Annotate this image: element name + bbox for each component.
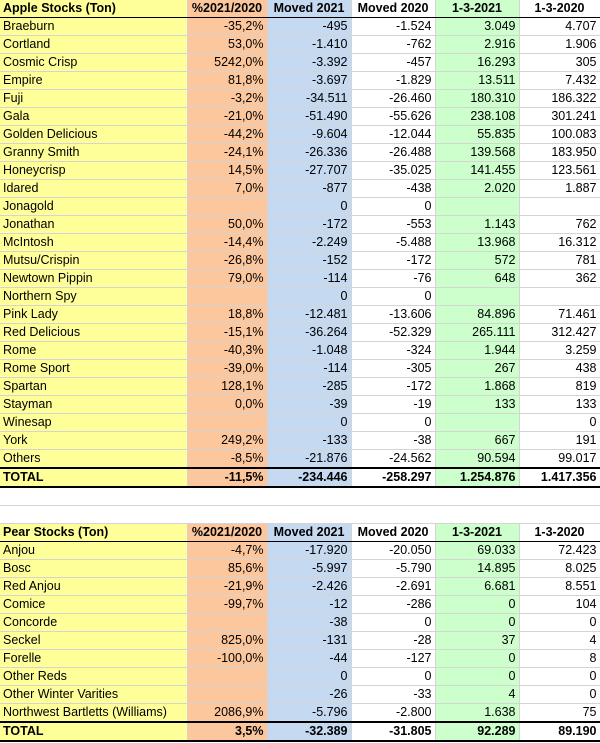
table-row: [0, 18, 600, 36]
moved-2021-cell[interactable]: -3.697: [267, 72, 351, 90]
stock-2021-cell[interactable]: 1-3-2021: [435, 0, 519, 18]
moved-2020-cell[interactable]: -20.050: [351, 542, 435, 560]
pct-change-cell[interactable]: 5242,0%: [187, 54, 267, 72]
moved-2021-cell[interactable]: -36.264: [267, 324, 351, 342]
moved-2020-cell[interactable]: -2.800: [351, 704, 435, 723]
variety-cell[interactable]: Apple Stocks (Ton): [0, 0, 187, 18]
stock-2021-cell[interactable]: [435, 288, 519, 306]
stock-2020-cell[interactable]: 1-3-2020: [519, 524, 600, 542]
moved-2021-cell[interactable]: -26: [267, 686, 351, 704]
table-row: [0, 108, 600, 126]
stock-2021-cell[interactable]: 1-3-2021: [435, 524, 519, 542]
stock-2020-cell[interactable]: 99.017: [519, 450, 600, 469]
moved-2021-cell[interactable]: -234.446: [267, 468, 351, 487]
stock-2020-cell[interactable]: 75: [519, 704, 600, 723]
stock-2020-cell[interactable]: 71.461: [519, 306, 600, 324]
stock-2020-cell[interactable]: 305: [519, 54, 600, 72]
stock-2020-cell[interactable]: 100.083: [519, 126, 600, 144]
stock-2020-cell[interactable]: 191: [519, 432, 600, 450]
moved-2021-cell[interactable]: -172: [267, 216, 351, 234]
pct-change-cell[interactable]: 2086,9%: [187, 704, 267, 723]
stock-2021-cell[interactable]: 1.254.876: [435, 468, 519, 487]
pct-change-cell[interactable]: -99,7%: [187, 596, 267, 614]
moved-2020-cell[interactable]: -5.488: [351, 234, 435, 252]
pct-change-cell[interactable]: %2021/2020: [187, 0, 267, 18]
stock-2021-cell[interactable]: [435, 198, 519, 216]
stock-2021-cell[interactable]: 37: [435, 632, 519, 650]
moved-2020-cell[interactable]: -258.297: [351, 468, 435, 487]
pct-change-cell[interactable]: -11,5%: [187, 468, 267, 487]
table-row: [0, 614, 600, 632]
moved-2020-cell[interactable]: -127: [351, 650, 435, 668]
stock-2020-cell[interactable]: 8.025: [519, 560, 600, 578]
stock-2021-cell[interactable]: 3.049: [435, 18, 519, 36]
moved-2021-cell[interactable]: -5.796: [267, 704, 351, 723]
moved-2021-cell[interactable]: -3.392: [267, 54, 351, 72]
table-row: [0, 360, 600, 378]
variety-cell[interactable]: Rome Sport: [0, 360, 187, 378]
stock-2020-cell[interactable]: 0: [519, 668, 600, 686]
moved-2020-cell[interactable]: 0: [351, 198, 435, 216]
moved-2021-cell[interactable]: -131: [267, 632, 351, 650]
stock-2020-cell[interactable]: [519, 198, 600, 216]
moved-2021-cell[interactable]: Moved 2021: [267, 0, 351, 18]
moved-2020-cell[interactable]: -13.606: [351, 306, 435, 324]
variety-cell[interactable]: Jonagold: [0, 198, 187, 216]
table-row: [0, 432, 600, 450]
variety-cell[interactable]: Cortland: [0, 36, 187, 54]
moved-2020-cell[interactable]: -172: [351, 252, 435, 270]
moved-2021-cell[interactable]: 0: [267, 288, 351, 306]
stock-2020-cell[interactable]: 0: [519, 414, 600, 432]
variety-cell[interactable]: Red Anjou: [0, 578, 187, 596]
moved-2020-cell[interactable]: -38: [351, 432, 435, 450]
stock-2021-cell[interactable]: 4: [435, 686, 519, 704]
moved-2021-cell[interactable]: -2.249: [267, 234, 351, 252]
pct-change-cell[interactable]: 14,5%: [187, 162, 267, 180]
table-row: [0, 270, 600, 288]
variety-cell[interactable]: Empire: [0, 72, 187, 90]
table-row: [0, 180, 600, 198]
variety-cell[interactable]: Cosmic Crisp: [0, 54, 187, 72]
variety-cell[interactable]: Forelle: [0, 650, 187, 668]
moved-2021-cell[interactable]: -152: [267, 252, 351, 270]
variety-cell[interactable]: Jonathan: [0, 216, 187, 234]
stock-2020-cell[interactable]: 0: [519, 614, 600, 632]
moved-2021-cell[interactable]: -877: [267, 180, 351, 198]
stock-2020-cell[interactable]: [519, 288, 600, 306]
section-gap: [0, 487, 600, 524]
stock-2020-cell[interactable]: 123.561: [519, 162, 600, 180]
variety-cell[interactable]: Pear Stocks (Ton): [0, 524, 187, 542]
total-row: [0, 722, 600, 741]
moved-2021-cell[interactable]: -17.920: [267, 542, 351, 560]
pct-change-cell[interactable]: 128,1%: [187, 378, 267, 396]
moved-2021-cell[interactable]: -21.876: [267, 450, 351, 469]
pct-change-cell[interactable]: 53,0%: [187, 36, 267, 54]
table-row: [0, 162, 600, 180]
moved-2020-cell[interactable]: 0: [351, 614, 435, 632]
pct-change-cell[interactable]: [187, 288, 267, 306]
pct-change-cell[interactable]: -44,2%: [187, 126, 267, 144]
table-row: [0, 632, 600, 650]
moved-2021-cell[interactable]: Moved 2021: [267, 524, 351, 542]
moved-2021-cell[interactable]: -39: [267, 396, 351, 414]
pear-stocks-section: [0, 524, 600, 742]
stock-2020-cell[interactable]: 1-3-2020: [519, 0, 600, 18]
moved-2021-cell[interactable]: 0: [267, 414, 351, 432]
stock-2020-cell[interactable]: 133: [519, 396, 600, 414]
moved-2021-cell[interactable]: -114: [267, 360, 351, 378]
moved-2020-cell[interactable]: -33: [351, 686, 435, 704]
moved-2020-cell[interactable]: 0: [351, 668, 435, 686]
stock-2021-cell[interactable]: 16.293: [435, 54, 519, 72]
moved-2021-cell[interactable]: -12.481: [267, 306, 351, 324]
moved-2020-cell[interactable]: -31.805: [351, 722, 435, 741]
moved-2021-cell[interactable]: -44: [267, 650, 351, 668]
stock-2020-cell[interactable]: 301.241: [519, 108, 600, 126]
table-row: [0, 234, 600, 252]
table-row: [0, 378, 600, 396]
table-row: [0, 396, 600, 414]
pct-change-cell[interactable]: -26,8%: [187, 252, 267, 270]
variety-cell[interactable]: Red Delicious: [0, 324, 187, 342]
pct-change-cell[interactable]: 249,2%: [187, 432, 267, 450]
stock-2021-cell[interactable]: 238.108: [435, 108, 519, 126]
moved-2021-cell[interactable]: -51.490: [267, 108, 351, 126]
stock-2020-cell[interactable]: 362: [519, 270, 600, 288]
pct-change-cell[interactable]: 7,0%: [187, 180, 267, 198]
variety-cell[interactable]: Honeycrisp: [0, 162, 187, 180]
stock-2020-cell[interactable]: 1.417.356: [519, 468, 600, 487]
spacer-row: [0, 506, 600, 524]
stock-2021-cell[interactable]: 14.895: [435, 560, 519, 578]
table-row: [0, 324, 600, 342]
spacer-row: [0, 487, 600, 506]
stock-2021-cell[interactable]: 667: [435, 432, 519, 450]
moved-2020-cell[interactable]: -26.488: [351, 144, 435, 162]
stock-2020-cell[interactable]: 312.427: [519, 324, 600, 342]
moved-2021-cell[interactable]: -27.707: [267, 162, 351, 180]
stock-2021-cell[interactable]: 92.289: [435, 722, 519, 741]
pct-change-cell[interactable]: -3,2%: [187, 90, 267, 108]
moved-2020-cell[interactable]: -1.829: [351, 72, 435, 90]
pct-change-cell[interactable]: -8,5%: [187, 450, 267, 469]
table-row: [0, 198, 600, 216]
stock-2021-cell[interactable]: 13.511: [435, 72, 519, 90]
stock-2020-cell[interactable]: 438: [519, 360, 600, 378]
stock-2021-cell[interactable]: 648: [435, 270, 519, 288]
variety-cell[interactable]: Braeburn: [0, 18, 187, 36]
stock-2020-cell[interactable]: 4: [519, 632, 600, 650]
stock-2021-cell[interactable]: 90.594: [435, 450, 519, 469]
pct-change-cell[interactable]: 81,8%: [187, 72, 267, 90]
stock-2021-cell[interactable]: 265.111: [435, 324, 519, 342]
moved-2020-cell[interactable]: -19: [351, 396, 435, 414]
variety-cell[interactable]: Fuji: [0, 90, 187, 108]
stock-2020-cell[interactable]: 762: [519, 216, 600, 234]
stock-2021-cell[interactable]: 2.020: [435, 180, 519, 198]
stock-2020-cell[interactable]: 7.432: [519, 72, 600, 90]
moved-2020-cell[interactable]: -172: [351, 378, 435, 396]
moved-2020-cell[interactable]: -762: [351, 36, 435, 54]
variety-cell[interactable]: Concorde: [0, 614, 187, 632]
stock-2021-cell[interactable]: 13.968: [435, 234, 519, 252]
pct-change-cell[interactable]: [187, 414, 267, 432]
variety-cell[interactable]: TOTAL: [0, 468, 187, 487]
table-row: [0, 650, 600, 668]
moved-2021-cell[interactable]: -1.048: [267, 342, 351, 360]
moved-2020-cell[interactable]: -28: [351, 632, 435, 650]
moved-2020-cell[interactable]: -12.044: [351, 126, 435, 144]
table-row: [0, 686, 600, 704]
stock-2020-cell[interactable]: 1.906: [519, 36, 600, 54]
stock-2021-cell[interactable]: 133: [435, 396, 519, 414]
pct-change-cell[interactable]: [187, 198, 267, 216]
stock-2021-cell[interactable]: 84.896: [435, 306, 519, 324]
variety-cell[interactable]: Newtown Pippin: [0, 270, 187, 288]
stock-2020-cell[interactable]: 72.423: [519, 542, 600, 560]
stock-2021-cell[interactable]: 1.143: [435, 216, 519, 234]
stock-2021-cell[interactable]: 180.310: [435, 90, 519, 108]
moved-2021-cell[interactable]: -133: [267, 432, 351, 450]
moved-2020-cell[interactable]: -76: [351, 270, 435, 288]
stock-2021-cell[interactable]: 141.455: [435, 162, 519, 180]
moved-2020-cell[interactable]: -5.790: [351, 560, 435, 578]
variety-cell[interactable]: Other Reds: [0, 668, 187, 686]
moved-2020-cell[interactable]: -324: [351, 342, 435, 360]
stock-2021-cell[interactable]: 0: [435, 614, 519, 632]
pct-change-cell[interactable]: -21,9%: [187, 578, 267, 596]
moved-2021-cell[interactable]: 0: [267, 668, 351, 686]
moved-2021-cell[interactable]: -285: [267, 378, 351, 396]
table-row: [0, 72, 600, 90]
stock-2020-cell[interactable]: 183.950: [519, 144, 600, 162]
moved-2020-cell[interactable]: 0: [351, 288, 435, 306]
stock-2021-cell[interactable]: 69.033: [435, 542, 519, 560]
stock-2021-cell[interactable]: 0: [435, 650, 519, 668]
variety-cell[interactable]: Northwest Bartletts (Williams): [0, 704, 187, 723]
moved-2021-cell[interactable]: -34.511: [267, 90, 351, 108]
moved-2021-cell[interactable]: -12: [267, 596, 351, 614]
variety-cell[interactable]: Rome: [0, 342, 187, 360]
pct-change-cell[interactable]: -35,2%: [187, 18, 267, 36]
moved-2020-cell[interactable]: -438: [351, 180, 435, 198]
moved-2021-cell[interactable]: -38: [267, 614, 351, 632]
variety-cell[interactable]: Golden Delicious: [0, 126, 187, 144]
pct-change-cell[interactable]: -15,1%: [187, 324, 267, 342]
variety-cell[interactable]: Granny Smith: [0, 144, 187, 162]
pct-change-cell[interactable]: [187, 614, 267, 632]
moved-2020-cell[interactable]: -55.626: [351, 108, 435, 126]
moved-2020-cell[interactable]: Moved 2020: [351, 0, 435, 18]
variety-cell[interactable]: Spartan: [0, 378, 187, 396]
table-row: [0, 288, 600, 306]
pct-change-cell[interactable]: -100,0%: [187, 650, 267, 668]
stock-2021-cell[interactable]: 2.916: [435, 36, 519, 54]
pct-change-cell[interactable]: -14,4%: [187, 234, 267, 252]
pct-change-cell[interactable]: 0,0%: [187, 396, 267, 414]
variety-cell[interactable]: Pink Lady: [0, 306, 187, 324]
table-row: [0, 306, 600, 324]
moved-2020-cell[interactable]: -26.460: [351, 90, 435, 108]
pct-change-cell[interactable]: 3,5%: [187, 722, 267, 741]
moved-2020-cell[interactable]: Moved 2020: [351, 524, 435, 542]
stock-2021-cell[interactable]: 1.638: [435, 704, 519, 723]
stock-2021-cell[interactable]: 139.568: [435, 144, 519, 162]
moved-2021-cell[interactable]: -32.389: [267, 722, 351, 741]
moved-2020-cell[interactable]: 0: [351, 414, 435, 432]
stock-2021-cell[interactable]: 572: [435, 252, 519, 270]
moved-2021-cell[interactable]: -5.997: [267, 560, 351, 578]
moved-2020-cell[interactable]: -553: [351, 216, 435, 234]
stock-2020-cell[interactable]: 8: [519, 650, 600, 668]
variety-cell[interactable]: Anjou: [0, 542, 187, 560]
stock-2020-cell[interactable]: 4.707: [519, 18, 600, 36]
table-row: [0, 450, 600, 469]
variety-cell[interactable]: Idared: [0, 180, 187, 198]
table-row: [0, 542, 600, 560]
stock-2021-cell[interactable]: 1.944: [435, 342, 519, 360]
stock-2021-cell[interactable]: 267: [435, 360, 519, 378]
total-row: [0, 468, 600, 487]
header-row: [0, 0, 600, 18]
moved-2021-cell[interactable]: -495: [267, 18, 351, 36]
stock-2020-cell[interactable]: 1.887: [519, 180, 600, 198]
table-row: [0, 126, 600, 144]
table-row: [0, 36, 600, 54]
table-row: [0, 252, 600, 270]
pct-change-cell[interactable]: [187, 686, 267, 704]
variety-cell[interactable]: Winesap: [0, 414, 187, 432]
moved-2021-cell[interactable]: -1.410: [267, 36, 351, 54]
pct-change-cell[interactable]: -24,1%: [187, 144, 267, 162]
stock-2020-cell[interactable]: 89.190: [519, 722, 600, 741]
stock-2021-cell[interactable]: 55.835: [435, 126, 519, 144]
stock-2020-cell[interactable]: 819: [519, 378, 600, 396]
pct-change-cell[interactable]: -39,0%: [187, 360, 267, 378]
variety-cell[interactable]: Comice: [0, 596, 187, 614]
header-row: [0, 524, 600, 542]
stock-2020-cell[interactable]: 8.551: [519, 578, 600, 596]
variety-cell[interactable]: Northern Spy: [0, 288, 187, 306]
moved-2020-cell[interactable]: -35.025: [351, 162, 435, 180]
pct-change-cell[interactable]: 79,0%: [187, 270, 267, 288]
moved-2021-cell[interactable]: -114: [267, 270, 351, 288]
variety-cell[interactable]: Mutsu/Crispin: [0, 252, 187, 270]
moved-2020-cell[interactable]: -286: [351, 596, 435, 614]
table-row: [0, 560, 600, 578]
pct-change-cell[interactable]: 85,6%: [187, 560, 267, 578]
stock-2021-cell[interactable]: 6.681: [435, 578, 519, 596]
table-row: [0, 342, 600, 360]
stock-2020-cell[interactable]: 781: [519, 252, 600, 270]
stock-2020-cell[interactable]: 186.322: [519, 90, 600, 108]
variety-cell[interactable]: Stayman: [0, 396, 187, 414]
table-row: [0, 54, 600, 72]
table-row: [0, 704, 600, 723]
variety-cell[interactable]: Bosc: [0, 560, 187, 578]
table-row: [0, 414, 600, 432]
moved-2021-cell[interactable]: -9.604: [267, 126, 351, 144]
moved-2021-cell[interactable]: 0: [267, 198, 351, 216]
pct-change-cell[interactable]: -40,3%: [187, 342, 267, 360]
moved-2020-cell[interactable]: -2.691: [351, 578, 435, 596]
stock-2020-cell[interactable]: 104: [519, 596, 600, 614]
moved-2020-cell[interactable]: -457: [351, 54, 435, 72]
pct-change-cell[interactable]: -4,7%: [187, 542, 267, 560]
table-row: [0, 144, 600, 162]
moved-2020-cell[interactable]: -24.562: [351, 450, 435, 469]
variety-cell[interactable]: Seckel: [0, 632, 187, 650]
moved-2020-cell[interactable]: -305: [351, 360, 435, 378]
table-row: [0, 578, 600, 596]
moved-2020-cell[interactable]: -1.524: [351, 18, 435, 36]
moved-2021-cell[interactable]: -26.336: [267, 144, 351, 162]
stock-2021-cell[interactable]: [435, 414, 519, 432]
table-row: [0, 596, 600, 614]
stock-2021-cell[interactable]: 1.868: [435, 378, 519, 396]
variety-cell[interactable]: Gala: [0, 108, 187, 126]
variety-cell[interactable]: York: [0, 432, 187, 450]
variety-cell[interactable]: Other Winter Varities: [0, 686, 187, 704]
moved-2021-cell[interactable]: -2.426: [267, 578, 351, 596]
stock-2021-cell[interactable]: 0: [435, 596, 519, 614]
pct-change-cell[interactable]: %2021/2020: [187, 524, 267, 542]
stock-2020-cell[interactable]: 0: [519, 686, 600, 704]
pct-change-cell[interactable]: 50,0%: [187, 216, 267, 234]
pct-change-cell[interactable]: [187, 668, 267, 686]
stock-2021-cell[interactable]: 0: [435, 668, 519, 686]
variety-cell[interactable]: McIntosh: [0, 234, 187, 252]
pct-change-cell[interactable]: 825,0%: [187, 632, 267, 650]
pct-change-cell[interactable]: 18,8%: [187, 306, 267, 324]
variety-cell[interactable]: Others: [0, 450, 187, 469]
moved-2020-cell[interactable]: -52.329: [351, 324, 435, 342]
table-row: [0, 668, 600, 686]
variety-cell[interactable]: TOTAL: [0, 722, 187, 741]
stock-2020-cell[interactable]: 3.259: [519, 342, 600, 360]
table-row: [0, 90, 600, 108]
pct-change-cell[interactable]: -21,0%: [187, 108, 267, 126]
stock-2020-cell[interactable]: 16.312: [519, 234, 600, 252]
table-row: [0, 216, 600, 234]
